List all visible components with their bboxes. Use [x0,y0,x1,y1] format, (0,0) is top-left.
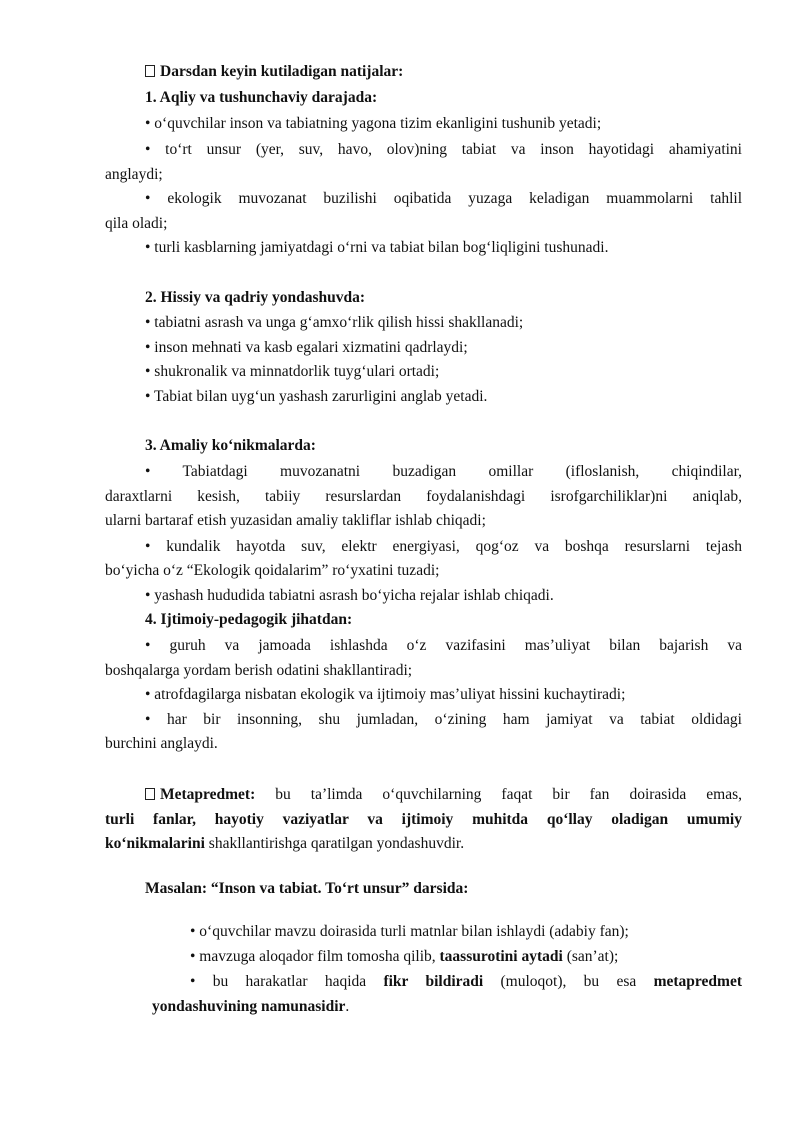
section-4-item-3-cont: burchini anglaydi. [105,735,218,752]
section-2-item-3: • shukronalik va minnatdorlik tuyg‘ulari ortadi; [145,363,440,380]
example-item-3: • bu harakatlar haqida fikr bildiradi (muloqot), bu esa metapredmet [190,973,742,990]
example-heading: Masalan: “Inson va tabiat. To‘rt unsur” darsida: [145,880,469,897]
section-4-item-3: • har bir insonning, shu jumladan, o‘zining ham jamiyat va tabiat oldidagi [145,711,742,728]
section-2-item-1: • tabiatni asrash va unga g‘amxo‘rlik qilish hissi shakllanadi; [145,314,524,331]
section-3-item-1: • Tabiatdagi muvozanatni buzadigan omillar (ifloslanish, chiqindilar, [145,463,742,480]
metapredmet-line-2: turli fanlar, hayotiy vaziyatlar va ijtimoiy muhitda qo‘llay oladigan umumiy [105,811,742,828]
section-4-heading: 4. Ijtimoiy-pedagogik jihatdan: [145,611,353,628]
section-3-item-2: • kundalik hayotda suv, elektr energiyasi, qog‘oz va boshqa resurslarni tejash [145,538,742,555]
section-1-item-1: • o‘quvchilar inson va tabiatning yagona tizim ekanligini tushunib yetadi; [145,115,602,132]
section-4-item-2: • atrofdagilarga nisbatan ekologik va ijtimoiy mas’uliyat hissini kuchaytiradi; [145,686,626,703]
section-3-item-3: • yashash hududida tabiatni asrash bo‘yicha rejalar ishlab chiqadi. [145,587,554,604]
section-2-heading: 2. Hissiy va qadriy yondashuvda: [145,289,366,306]
section-1-heading: 1. Aqliy va tushunchaviy darajada: [145,89,378,106]
section-4-item-1: • guruh va jamoada ishlashda o‘z vazifasini mas’uliyat bilan bajarish va [145,637,742,654]
section-1-item-3: • ekologik muvozanat buzilishi oqibatida yuzaga keladigan muammolarni tahlil [145,190,742,207]
section-1-item-2-cont: anglaydi; [105,166,163,183]
section-2-item-2: • inson mehnati va kasb egalari xizmatini qadrlaydi; [145,339,468,356]
section-1-item-3-cont: qila oladi; [105,215,168,232]
section-3-heading: 3. Amaliy ko‘nikmalarda: [145,437,316,454]
metapredmet-term: Metapredmet: [160,786,256,803]
metapredmet-line-1: Metapredmet: bu ta’limda o‘quvchilarning faqat bir fan doirasida emas, [145,783,742,808]
metapredmet-line-3: ko‘nikmalarini shakllantirishga qaratilgan yondashuvdir. [105,835,465,852]
checkbox-glyph-icon [145,788,155,800]
section-4-item-1-cont: boshqalarga yordam berish odatini shakllantiradi; [105,662,413,679]
checkbox-glyph-icon [145,65,155,77]
section-3-item-1-cont-2: ularni bartaraf etish yuzasidan amaliy takliflar ishlab chiqadi; [105,512,486,529]
example-item-1: • o‘quvchilar mavzu doirasida turli matnlar bilan ishlaydi (adabiy fan); [190,923,629,940]
section-2-item-4: • Tabiat bilan uyg‘un yashash zarurligini anglab yetadi. [145,388,488,405]
section-3-item-2-cont: bo‘yicha o‘z “Ekologik qoidalarim” ro‘yxatini tuzadi; [105,562,440,579]
section-1-item-4: • turli kasblarning jamiyatdagi o‘rni va tabiat bilan bog‘liqligini tushunadi. [145,239,609,256]
example-item-2: • mavzuga aloqador film tomosha qilib, taassurotini aytadi (san’at); [190,948,619,965]
section-3-item-1-cont-1: daraxtlarni kesish, tabiiy resurslardan foydalanishdagi isrofgarchiliklar)ni aniqlab, [105,488,742,505]
example-item-3-cont: yondashuvining namunasidir. [152,998,350,1015]
results-heading: Darsdan keyin kutiladigan natijalar: [145,60,403,85]
section-1-item-2: • to‘rt unsur (yer, suv, havo, olov)ning tabiat va inson hayotidagi ahamiyatini [145,141,742,158]
